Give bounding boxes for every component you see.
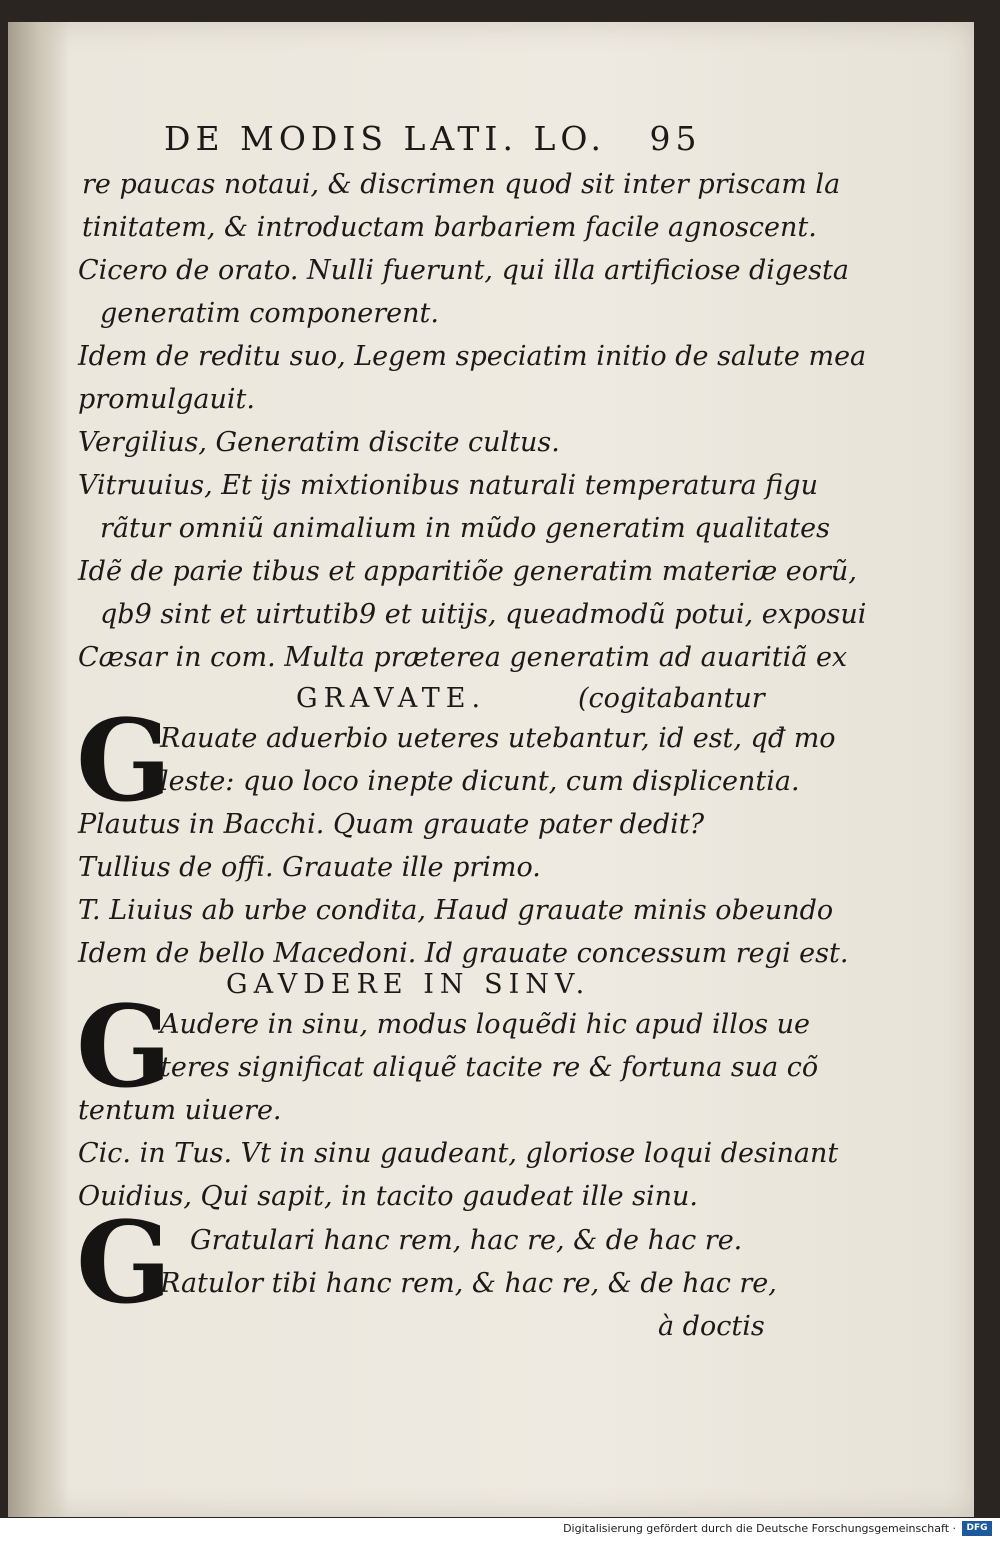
- heading-aside: (cogitabantur: [578, 683, 765, 714]
- text-line-2: tinitatem, & introductam barbariem facile agnoscent.: [82, 212, 817, 243]
- text-line-8: Vitruuius, Et ijs mixtionibus naturali temperatura figu: [78, 470, 818, 501]
- text-line-10: Idẽ de parie tibus et apparitiõe generatim materiæ eorũ,: [78, 556, 857, 587]
- text-line-11: qb9 sint et uirtutib9 et uitijs, queadmodũ potui, exposui: [100, 599, 867, 630]
- footer-credit: Digitalisierung gefördert durch die Deutsche Forschungsgemeinschaft ·: [563, 1522, 956, 1535]
- page-number: 95: [649, 119, 702, 158]
- text-line-6: promulgauit.: [78, 384, 255, 415]
- text-line-7: Vergilius, Generatim discite cultus.: [78, 427, 560, 458]
- gaudere-line-3: tentum uiuere.: [78, 1095, 282, 1126]
- gaudere-line-4: Cic. in Tus. Vt in sinu gaudeant, gloriose loqui desinant: [78, 1138, 839, 1169]
- text-line-12: Cæsar in com. Multa præterea generatim ad auaritiã ex: [78, 642, 848, 673]
- dropcap-g-2: G: [76, 982, 172, 1113]
- footer-bar: [0, 1518, 1000, 1541]
- section-heading-gaudere: GAVDERE IN SINV.: [226, 969, 591, 1000]
- gravate-line-3: Plautus in Bacchi. Quam grauate pater dedit?: [78, 809, 705, 840]
- dropcap-g-3: G: [76, 1198, 172, 1329]
- text-line-9: rãtur omniũ animalium in mũdo generatim qualitates: [100, 513, 830, 544]
- gaudere-line-5: Ouidius, Qui sapit, in tacito gaudeat ille sinu.: [78, 1181, 698, 1212]
- dropcap-g-1: G: [76, 696, 172, 827]
- gravate-line-1: Rauate aduerbio ueteres utebantur, id est, qđ mo: [160, 723, 836, 754]
- book-page: [8, 22, 974, 1517]
- text-line-1: re paucas notaui, & discrimen quod sit inter priscam la: [82, 169, 841, 200]
- gravate-line-6: Idem de bello Macedoni. Id grauate concessum regi est.: [78, 938, 849, 969]
- gravate-line-2: leste: quo loco inepte dicunt, cum displicentia.: [160, 766, 800, 797]
- gratulari-line-1: Gratulari hanc rem, hac re, & de hac re.: [190, 1225, 743, 1256]
- catchword: à doctis: [658, 1311, 765, 1342]
- gravate-line-4: Tullius de offi. Grauate ille primo.: [78, 852, 541, 883]
- running-title: DE MODIS LATI. LO.: [164, 119, 606, 158]
- text-line-5: Idem de reditu suo, Legem speciatim initio de salute mea: [78, 341, 867, 372]
- gaudere-line-2: teres significat aliquẽ tacite re & fortuna sua cõ: [160, 1052, 819, 1083]
- gaudere-line-1: Audere in sinu, modus loquẽdi hic apud illos ue: [160, 1009, 811, 1040]
- text-line-4: generatim componerent.: [100, 298, 439, 329]
- dfg-logo: DFG: [962, 1521, 992, 1536]
- page-text: [8, 22, 974, 1517]
- section-heading-gravate: GRAVATE.: [296, 683, 487, 714]
- gravate-line-5: T. Liuius ab urbe condita, Haud grauate minis obeundo: [78, 895, 834, 926]
- gratulari-line-2: Ratulor tibi hanc rem, & hac re, & de hac re,: [160, 1268, 777, 1299]
- text-line-3: Cicero de orato. Nulli fuerunt, qui illa artificiose digesta: [78, 255, 849, 286]
- running-header: [164, 119, 701, 159]
